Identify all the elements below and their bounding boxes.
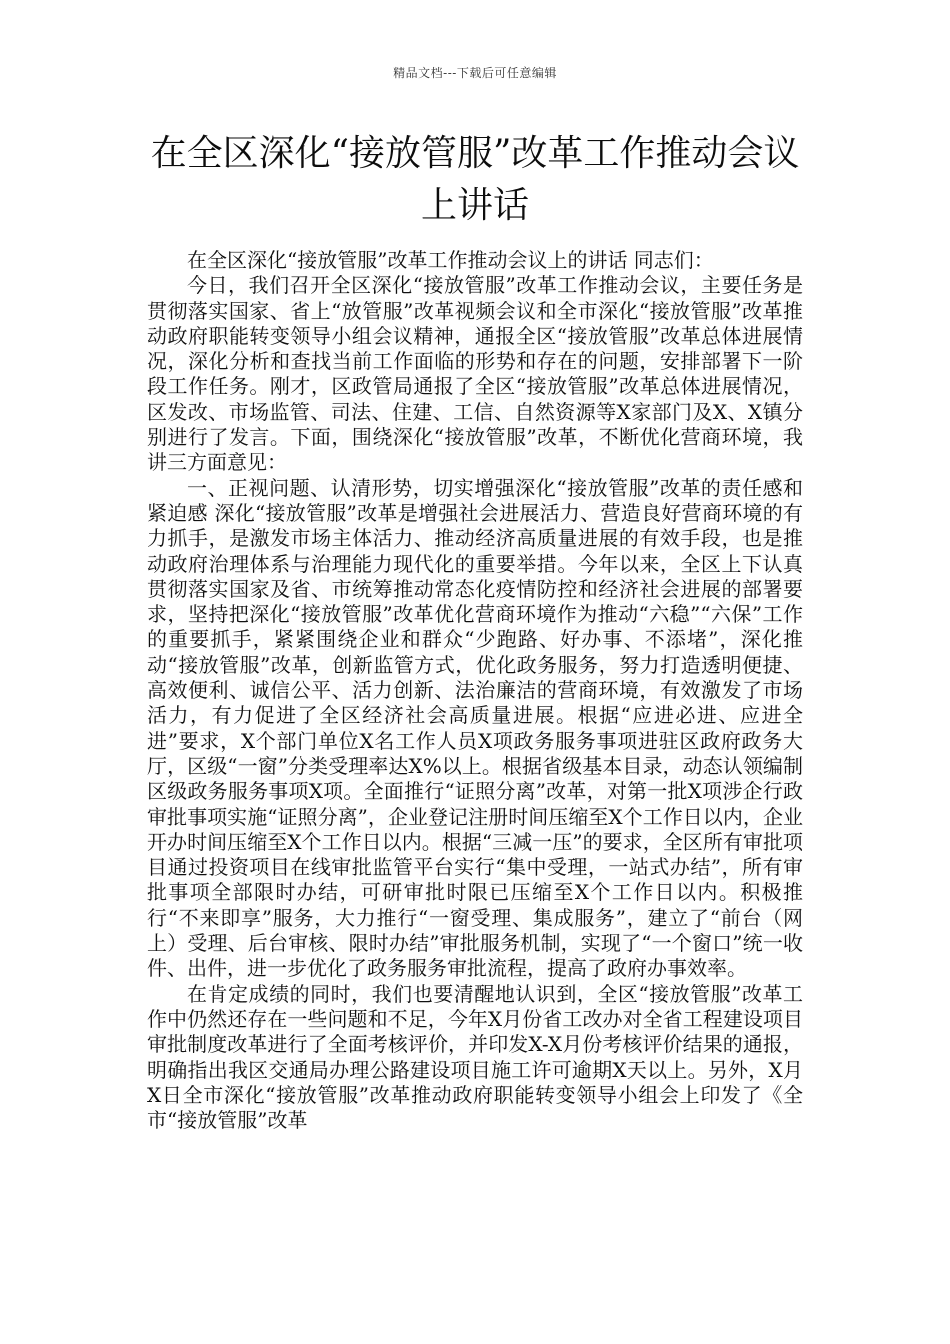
header-note: 精品文档---下载后可任意编辑 (393, 66, 557, 80)
document-title: 在全区深化“接放管服”改革工作推动会议上讲话 (150, 133, 800, 226)
document-body (147, 248, 803, 1133)
body-paragraph: 在肯定成绩的同时，我们也要清醒地认识到，全区“接放管服”改革工作中仍然还存在一些问题和不足，今年X月份省工改办对全省工程建设项目审批制度改革进行了全面考核评价，并印发X-X月份考核评价结果的通报，明确指出我区交通局办理公路建设项目施工许可逾期X天以上。另外，X月X日全市深化“接放管服”改革推动政府职能转变领导小组会上印发了《全市“接放管服”改革 (147, 981, 803, 1133)
body-paragraph: 在全区深化“接放管服”改革工作推动会议上的讲话 同志们： (187, 248, 714, 272)
body-paragraph: 今日，我们召开全区深化“接放管服”改革工作推动会议，主要任务是贯彻落实国家、省上“放管服”改革视频会议和全市深化“接放管服”改革推动政府职能转变领导小组会议精神，通报全区“接放管服”改革总体进展情况，深化分析和查找当前工作面临的形势和存在的问题，安排部署下一阶段工作任务。刚才，区政管局通报了全区“接放管服”改革总体进展情况，区发改、市场监管、司法、住建、工信、自然资源等X家部门及X、X镇分别进行了发言。下面，围绕深化“接放管服”改革，不断优化营商环境，我讲三方面意见： (147, 273, 803, 475)
body-paragraph: 一、正视问题、认清形势，切实增强深化“接放管服”改革的责任感和紧迫感 深化“接放管服”改革是增强社会进展活力、营造良好营商环境的有力抓手，是激发市场主体活力、推动经济高质量进展的有效手段，也是推动政府治理体系与治理能力现代化的重要举措。今年以来，全区上下认真贯彻落实国家及省、市统筹推动常态化疫情防控和经济社会进展的部署要求，坚持把深化“接放管服”改革优化营商环境作为推动“六稳”“六保”工作的重要抓手，紧紧围绕企业和群众“少跑路、好办事、不添堵”，深化推动“接放管服”改革，创新监管方式，优化政务服务，努力打造透明便捷、高效便利、诚信公平、活力创新、法治廉洁的营商环境，有效激发了市场活力，有力促进了全区经济社会高质量进展。根据“应进必进、应进全进”要求，X个部门单位X名工作人员X项政务服务事项进驻区政府政务大厅，区级“一窗”分类受理率达X%以上。根据省级基本目录，动态认领编制区级政务服务事项X项。全面推行“证照分离”改革，对第一批X项涉企行政审批事项实施“证照分离”，企业登记注册时间压缩至X个工作日以内，企业开办时间压缩至X个工作日以内。根据“三减一压”的要求，全区所有审批项目通过投资项目在线审批监管平台实行“集中受理，一站式办结”，所有审批事项全部限时办结，可研审批时限已压缩至X个工作日以内。积极推行“不来即享”服务，大力推行“一窗受理、集成服务”，建立了“前台（网上）受理、后台审核、限时办结”审批服务机制，实现了“一个窗口”统一收件、出件，进一步优化了政务服务审批流程，提高了政府办事效率。 (147, 475, 803, 981)
